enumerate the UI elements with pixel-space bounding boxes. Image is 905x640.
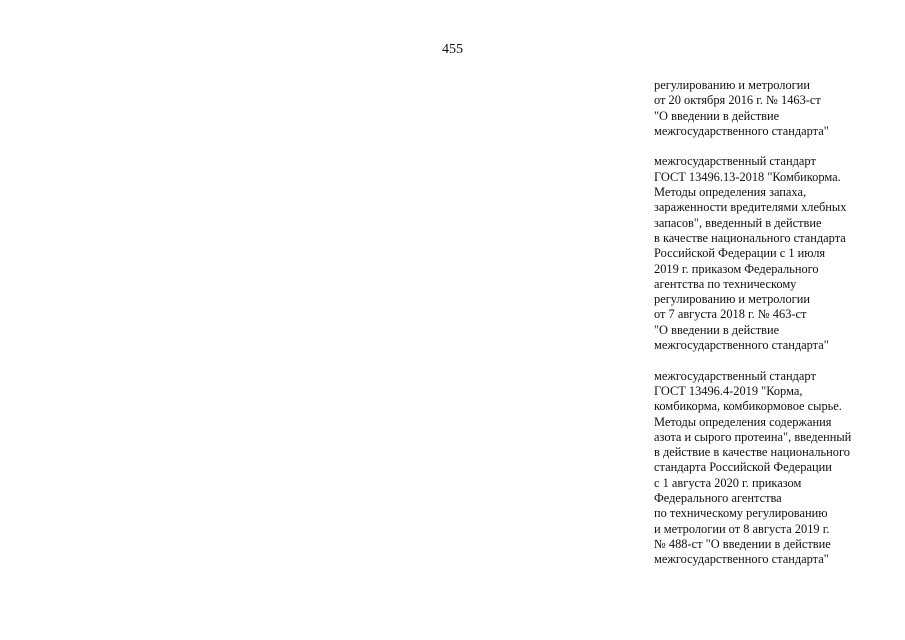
text-line: межгосударственный стандарт bbox=[654, 368, 816, 383]
text-line: стандарта Российской Федерации bbox=[654, 460, 832, 475]
text-line: ГОСТ 13496.4-2019 "Корма, bbox=[654, 383, 803, 398]
paragraph-1 bbox=[654, 78, 899, 139]
text-line: Федерального агентства bbox=[654, 491, 782, 506]
text-line: агентства по техническому bbox=[654, 276, 797, 291]
text-line: межгосударственного стандарта" bbox=[654, 338, 829, 353]
text-line: от 20 октября 2016 г. № 1463-ст bbox=[654, 93, 821, 108]
text-line: Методы определения содержания bbox=[654, 414, 832, 429]
paragraph-3 bbox=[654, 369, 899, 568]
text-line: Российской Федерации с 1 июля bbox=[654, 246, 826, 261]
text-line: комбикорма, комбикормовое сырье. bbox=[654, 399, 842, 414]
text-line: межгосударственного стандарта" bbox=[654, 123, 829, 138]
text-line: ГОСТ 13496.13-2018 "Комбикорма. bbox=[654, 169, 841, 184]
text-line: регулированию и метрологии bbox=[654, 78, 811, 92]
text-line: "О введении в действие bbox=[654, 108, 780, 123]
text-line: 2019 г. приказом Федерального bbox=[654, 261, 819, 276]
page-number: 455 bbox=[442, 42, 463, 57]
text-line: Методы определения запаха, bbox=[654, 185, 807, 200]
text-line: в качестве национального стандарта bbox=[654, 230, 846, 245]
text-line: регулированию и метрологии bbox=[654, 292, 811, 307]
text-line: № 488-ст "О введении в действие bbox=[654, 536, 831, 551]
text-line: "О введении в действие bbox=[654, 322, 780, 337]
text-line: с 1 августа 2020 г. приказом bbox=[654, 475, 802, 490]
text-line: по техническому регулированию bbox=[654, 506, 828, 521]
text-column bbox=[654, 78, 899, 583]
text-line: запасов", введенный в действие bbox=[654, 215, 822, 230]
text-line: зараженности вредителями хлебных bbox=[654, 200, 847, 215]
text-line: в действие в качестве национального bbox=[654, 445, 850, 460]
text-line: межгосударственного стандарта" bbox=[654, 552, 829, 567]
paragraph-2 bbox=[654, 154, 899, 353]
text-line: и метрологии от 8 августа 2019 г. bbox=[654, 521, 830, 536]
text-line: от 7 августа 2018 г. № 463-ст bbox=[654, 307, 807, 322]
text-line: межгосударственный стандарт bbox=[654, 154, 816, 169]
text-line: азота и сырого протеина", введенный bbox=[654, 429, 852, 444]
